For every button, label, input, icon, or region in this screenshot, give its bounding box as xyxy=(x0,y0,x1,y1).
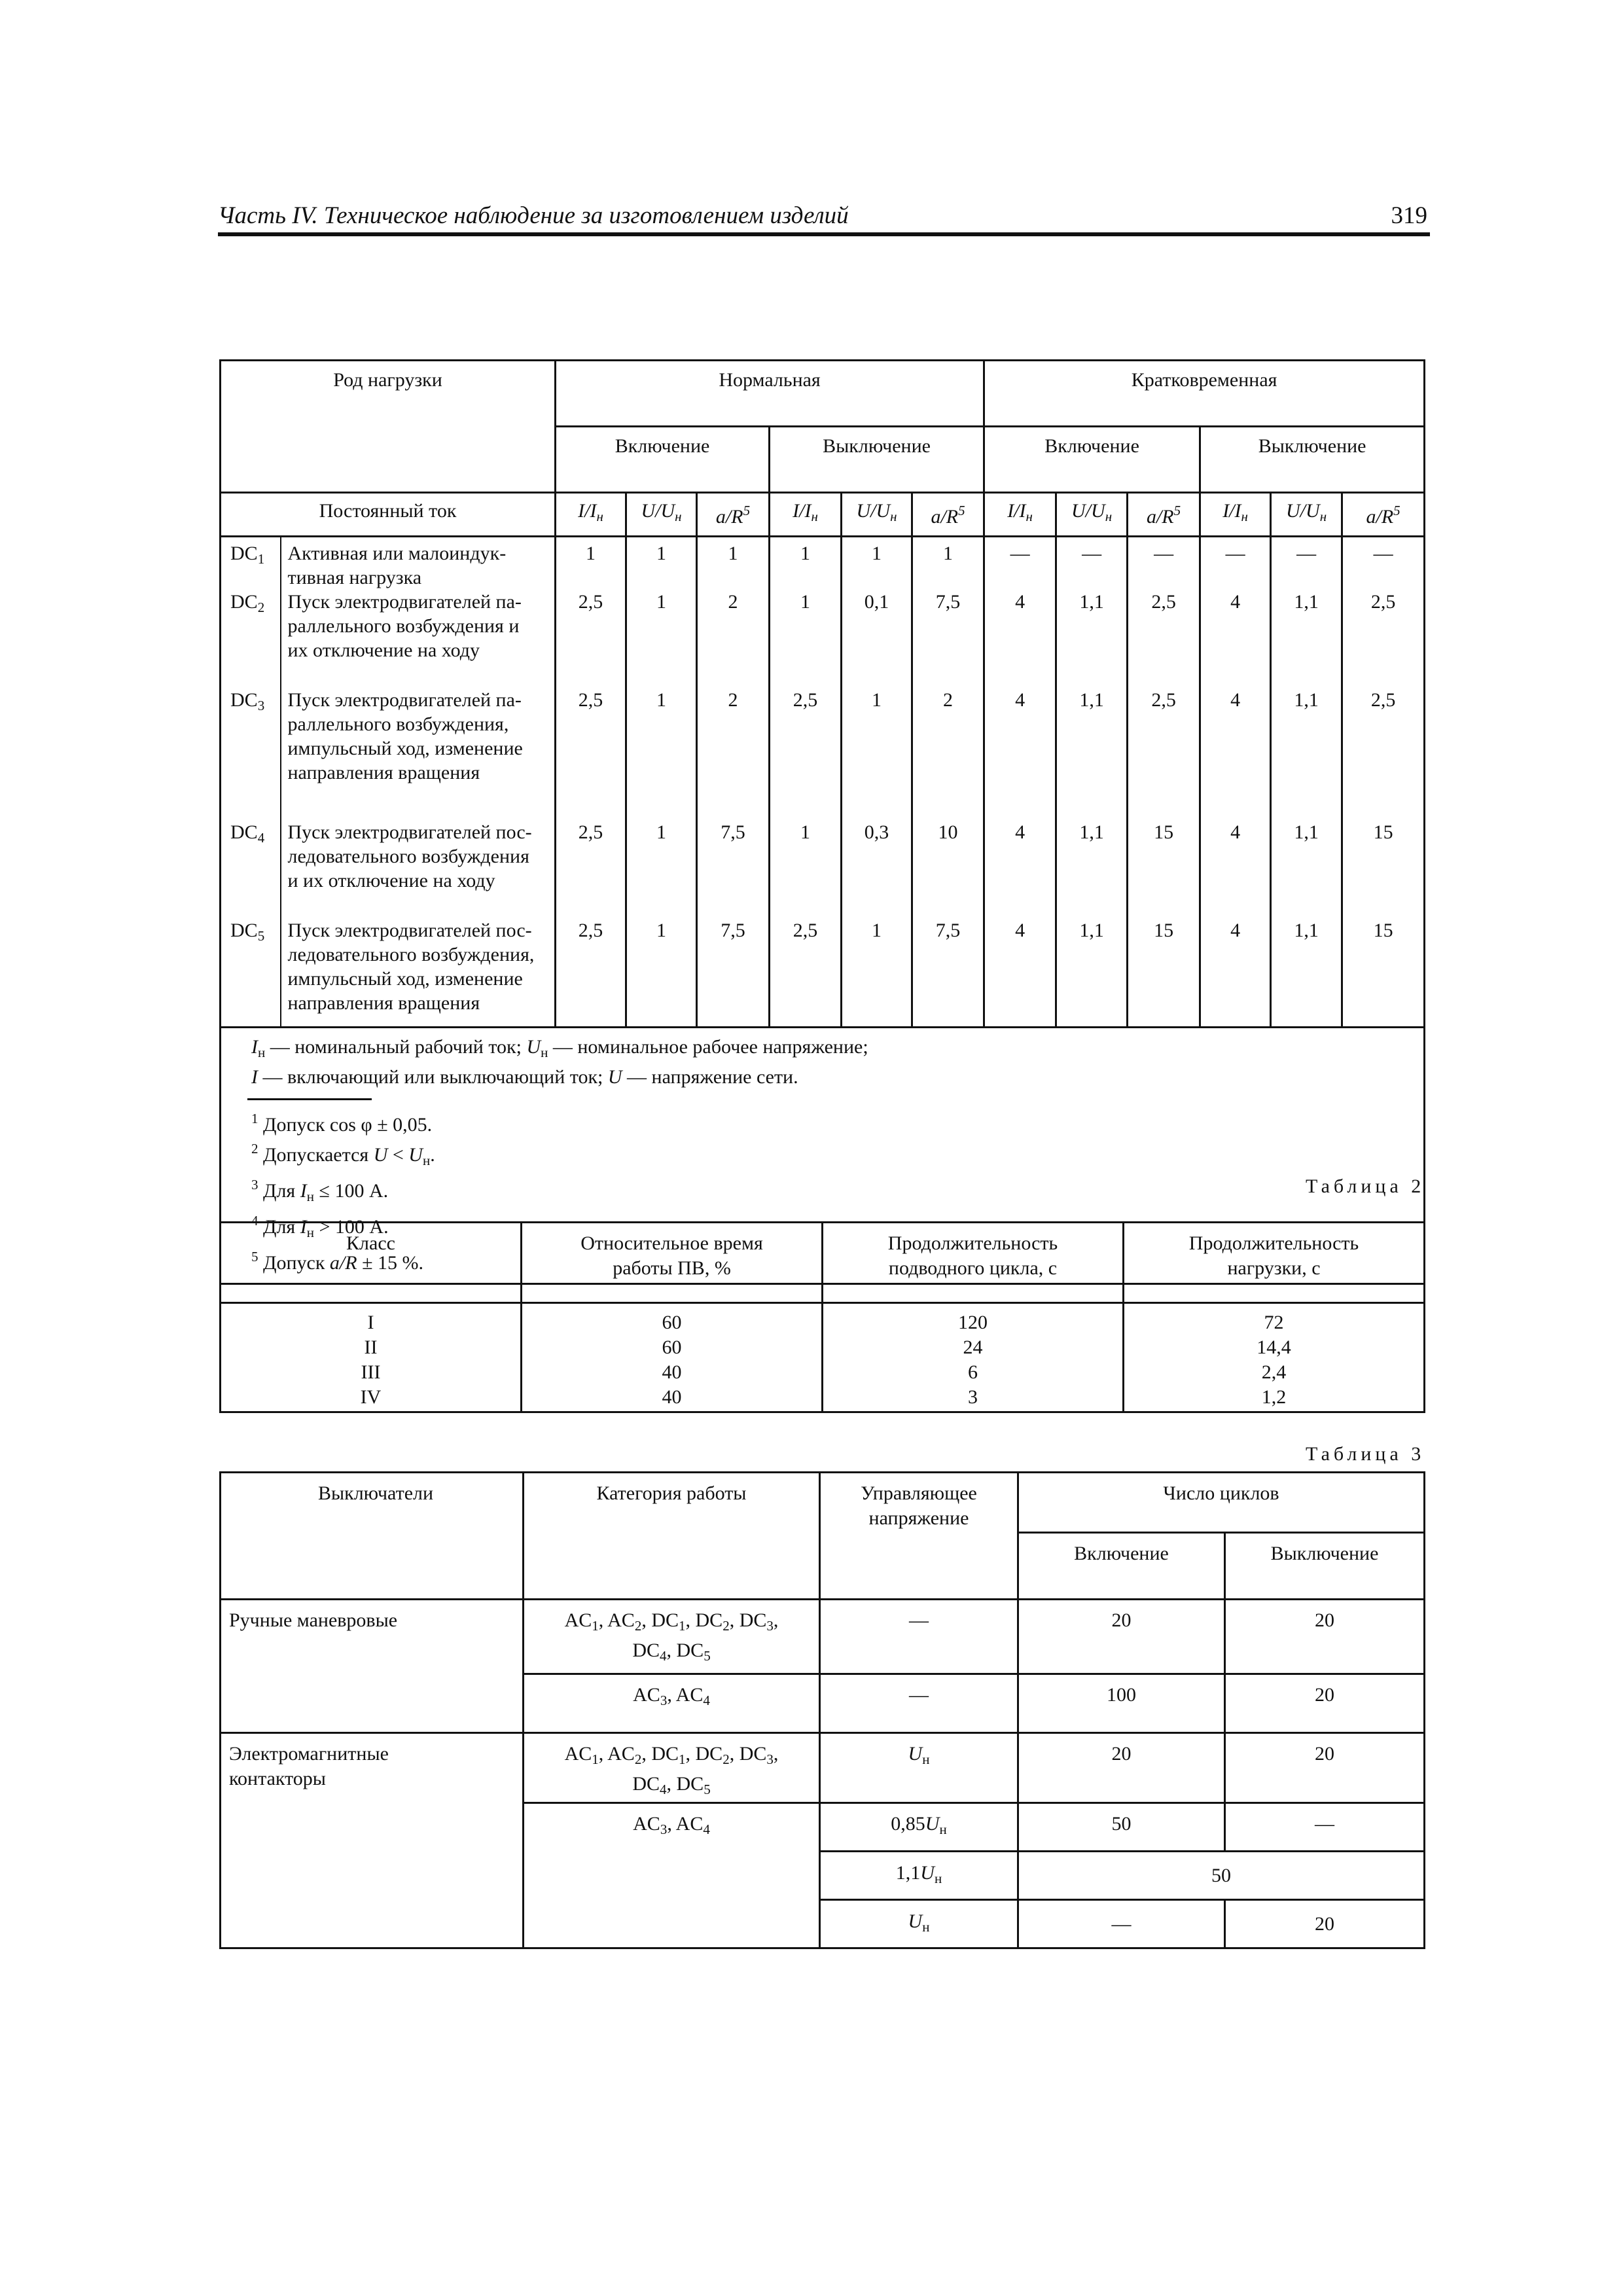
value-cell: 1 xyxy=(626,688,697,820)
header-normal: Нормальная xyxy=(556,361,984,427)
header-direct-current: Постоянный ток xyxy=(221,493,556,537)
header-load-type: Род нагрузки xyxy=(221,361,556,493)
load-code: $DC_5$ xyxy=(221,918,281,1027)
value-cell: 1 xyxy=(556,537,626,590)
cycles-merged-cell: 50 xyxy=(1018,1852,1425,1900)
value-cell: 1 xyxy=(626,537,697,590)
value-cell: 15 xyxy=(1342,918,1425,1027)
load-row xyxy=(221,537,1425,590)
value-cell: — xyxy=(984,537,1056,590)
value-cell: 2 xyxy=(697,688,770,820)
value-cell: 2,5 xyxy=(556,820,626,918)
value-cell: 2 xyxy=(912,688,984,820)
value-cell: 2,5 xyxy=(1128,590,1200,688)
switching-cycles-table xyxy=(219,1471,1425,1949)
table2-cell: III xyxy=(221,1360,522,1385)
value-cell: 1,1 xyxy=(1056,590,1128,688)
header-cycles-on: Включение xyxy=(1018,1533,1225,1600)
symbol-a-r: $a/R^5$ xyxy=(1342,493,1425,537)
cycles-on-cell: 50 xyxy=(1018,1803,1225,1852)
cycles-off-cell: — xyxy=(1225,1803,1425,1852)
value-cell: 2,5 xyxy=(770,688,842,820)
value-cell: 1,1 xyxy=(1271,820,1342,918)
value-cell: 1 xyxy=(842,918,912,1027)
value-cell: — xyxy=(1342,537,1425,590)
header-short-on: Включение xyxy=(984,427,1200,493)
footnote-5: $^5$ Допуск a/R ± 15 %. xyxy=(251,1248,424,1274)
legend-line-1: $I_н$ — номинальный рабочий ток; $U_н$ — номинальное рабочее напряжение; xyxy=(251,1035,868,1060)
table2-cell: 60 xyxy=(522,1335,823,1360)
value-cell: 1 xyxy=(770,537,842,590)
table2-cell: I xyxy=(221,1303,522,1336)
footnote-4: $^4$ Для $I_н > 100$ А. xyxy=(251,1212,389,1240)
header-category: Категория работы xyxy=(524,1473,820,1600)
table2-header-cell: Относительное время работы ПВ, % xyxy=(522,1223,823,1303)
row-electromagnetic-contactors: Электромагнитные контакторы xyxy=(221,1733,524,1948)
value-cell: 1,1 xyxy=(1271,688,1342,820)
cycles-off-cell: 20 xyxy=(1225,1733,1425,1803)
symbol-voltage-ratio: $U/U_н$ xyxy=(842,493,912,537)
value-cell: 2,5 xyxy=(1128,688,1200,820)
header-short-term: Кратковременная xyxy=(984,361,1425,427)
table2-cell: 2,4 xyxy=(1124,1360,1425,1385)
value-cell: 7,5 xyxy=(697,918,770,1027)
value-cell: 1 xyxy=(626,820,697,918)
table2-cell: 60 xyxy=(522,1303,823,1336)
value-cell: 4 xyxy=(1200,590,1271,688)
value-cell: 7,5 xyxy=(912,918,984,1027)
value-cell: 1 xyxy=(912,537,984,590)
load-description: Пуск электродвигателей па- раллельного возбуждения и их отключение на ходу xyxy=(281,590,556,688)
running-header xyxy=(218,198,1430,234)
footnote-rule xyxy=(247,1098,372,1100)
table2-cell: 40 xyxy=(522,1360,823,1385)
value-cell: 15 xyxy=(1128,918,1200,1027)
load-description: Пуск электродвигателей пос- ледовательного возбуждения, импульсный ход, изменение направления вращения xyxy=(281,918,556,1027)
category-cell: $AC_1$, $AC_2$, $DC_1$, $DC_2$, $DC_3$, $DC_4$, $DC_5$ xyxy=(524,1600,820,1674)
cycles-off-cell: 20 xyxy=(1225,1900,1425,1948)
value-cell: — xyxy=(1056,537,1128,590)
value-cell: 4 xyxy=(984,688,1056,820)
value-cell: 7,5 xyxy=(912,590,984,688)
cycles-on-cell: 20 xyxy=(1018,1600,1225,1674)
footnote-3: $^3$ Для $I_н \le 100$ А. xyxy=(251,1176,389,1204)
duty-class-table xyxy=(219,1221,1425,1413)
legend-line-2: I — включающий или выключающий ток; U — напряжение сети. xyxy=(251,1066,798,1088)
load-row xyxy=(221,820,1425,918)
value-cell: 2,5 xyxy=(1342,688,1425,820)
voltage-cell: $0,85U_н$ xyxy=(820,1803,1018,1852)
symbol-voltage-ratio: $U/U_н$ xyxy=(1271,493,1342,537)
cycles-on-cell: — xyxy=(1018,1900,1225,1948)
value-cell: 1 xyxy=(770,820,842,918)
table2-cell: 120 xyxy=(823,1303,1124,1336)
table2-header-cell: Продолжительность нагрузки, с xyxy=(1124,1223,1425,1303)
value-cell: 7,5 xyxy=(697,820,770,918)
category-cell: $AC_3$, $AC_4$ xyxy=(524,1803,820,1948)
value-cell: 1 xyxy=(770,590,842,688)
cycles-on-cell: 20 xyxy=(1018,1733,1225,1803)
value-cell: 4 xyxy=(984,918,1056,1027)
symbol-current-ratio: $I/I_н$ xyxy=(556,493,626,537)
value-cell: 1,1 xyxy=(1271,918,1342,1027)
page-number: 319 xyxy=(1391,202,1427,229)
symbol-a-r: $a/R^5$ xyxy=(1128,493,1200,537)
load-row xyxy=(221,918,1425,1027)
header-cycle-count: Число циклов xyxy=(1018,1473,1425,1533)
value-cell: 1 xyxy=(842,537,912,590)
load-description: Пуск электродвигателей па- раллельного возбуждения, импульсный ход, изменение направления вращения xyxy=(281,688,556,820)
value-cell: 4 xyxy=(1200,820,1271,918)
table2-cell: 24 xyxy=(823,1335,1124,1360)
voltage-cell: — xyxy=(820,1674,1018,1733)
header-normal-off: Выключение xyxy=(770,427,984,493)
table2-cell: 40 xyxy=(522,1385,823,1412)
value-cell: 4 xyxy=(984,820,1056,918)
value-cell: 4 xyxy=(984,590,1056,688)
table2-cell: 14,4 xyxy=(1124,1335,1425,1360)
voltage-cell: $U_н$ xyxy=(820,1900,1018,1948)
symbol-a-r: $a/R^5$ xyxy=(912,493,984,537)
table2-cell: 72 xyxy=(1124,1303,1425,1336)
load-row xyxy=(221,688,1425,820)
table2-cell: II xyxy=(221,1335,522,1360)
table2-cell: 1,2 xyxy=(1124,1385,1425,1412)
value-cell: 2,5 xyxy=(1342,590,1425,688)
value-cell: 1,1 xyxy=(1056,688,1128,820)
cycles-off-cell: 20 xyxy=(1225,1600,1425,1674)
value-cell: 4 xyxy=(1200,688,1271,820)
value-cell: 1,1 xyxy=(1271,590,1342,688)
header-normal-on: Включение xyxy=(556,427,770,493)
table2-cell: IV xyxy=(221,1385,522,1412)
header-control-voltage: Управляющее напряжение xyxy=(820,1473,1018,1600)
symbol-voltage-ratio: $U/U_н$ xyxy=(1056,493,1128,537)
header-cycles-off: Выключение xyxy=(1225,1533,1425,1600)
load-code: $DC_4$ xyxy=(221,820,281,918)
category-cell: $AC_1$, $AC_2$, $DC_1$, $DC_2$, $DC_3$, $DC_4$, $DC_5$ xyxy=(524,1733,820,1803)
symbol-current-ratio: $I/I_н$ xyxy=(984,493,1056,537)
load-row xyxy=(221,590,1425,688)
value-cell: 0,3 xyxy=(842,820,912,918)
value-cell: 15 xyxy=(1128,820,1200,918)
table2-cell: 3 xyxy=(823,1385,1124,1412)
value-cell: 0,1 xyxy=(842,590,912,688)
row-manual-switches: Ручные маневровые xyxy=(221,1600,524,1733)
voltage-cell: $1,1U_н$ xyxy=(820,1852,1018,1900)
symbol-current-ratio: $I/I_н$ xyxy=(770,493,842,537)
value-cell: 15 xyxy=(1342,820,1425,918)
load-description: Активная или малоиндук- тивная нагрузка xyxy=(281,537,556,590)
value-cell: 2 xyxy=(697,590,770,688)
load-code: $DC_2$ xyxy=(221,590,281,688)
page-title: Часть IV. Техническое наблюдение за изготовлением изделий xyxy=(218,202,849,229)
header-switches: Выключатели xyxy=(221,1473,524,1600)
value-cell: — xyxy=(1200,537,1271,590)
voltage-cell: — xyxy=(820,1600,1018,1674)
footnote-2: $^2$ Допускается $U < U_н$. xyxy=(251,1140,435,1168)
value-cell: 1 xyxy=(626,590,697,688)
header-short-off: Выключение xyxy=(1200,427,1425,493)
table2-header-cell: Класс xyxy=(221,1223,522,1303)
table2-header-row xyxy=(221,1223,1425,1303)
value-cell: — xyxy=(1271,537,1342,590)
cycles-on-cell: 100 xyxy=(1018,1674,1225,1733)
load-code: $DC_3$ xyxy=(221,688,281,820)
header-rule xyxy=(218,232,1430,236)
table2-row xyxy=(221,1303,1425,1336)
value-cell: 1,1 xyxy=(1056,820,1128,918)
category-cell: $AC_3$, $AC_4$ xyxy=(524,1674,820,1733)
value-cell: 1 xyxy=(842,688,912,820)
value-cell: 2,5 xyxy=(556,688,626,820)
value-cell: 2,5 xyxy=(556,918,626,1027)
load-code: $DC_1$ xyxy=(221,537,281,590)
symbol-a-r: $a/R^5$ xyxy=(697,493,770,537)
value-cell: 1 xyxy=(697,537,770,590)
load-description: Пуск электродвигателей пос- ледовательного возбуждения и их отключение на ходу xyxy=(281,820,556,918)
load-category-table xyxy=(219,359,1425,1285)
value-cell: 10 xyxy=(912,820,984,918)
symbol-current-ratio: $I/I_н$ xyxy=(1200,493,1271,537)
value-cell: 1,1 xyxy=(1056,918,1128,1027)
value-cell: 2,5 xyxy=(556,590,626,688)
table3-caption: Таблица 3 xyxy=(1306,1443,1425,1465)
table2-row xyxy=(221,1385,1425,1412)
value-cell: — xyxy=(1128,537,1200,590)
value-cell: 1 xyxy=(626,918,697,1027)
voltage-cell: $U_н$ xyxy=(820,1733,1018,1803)
table2-row xyxy=(221,1360,1425,1385)
table2-header-cell: Продолжительность подводного цикла, с xyxy=(823,1223,1124,1303)
value-cell: 2,5 xyxy=(770,918,842,1027)
table2-cell: 6 xyxy=(823,1360,1124,1385)
table2-row xyxy=(221,1335,1425,1360)
table1-body xyxy=(221,537,1425,1028)
table2-caption: Таблица 2 xyxy=(1306,1175,1425,1197)
value-cell: 4 xyxy=(1200,918,1271,1027)
symbol-voltage-ratio: $U/U_н$ xyxy=(626,493,697,537)
cycles-off-cell: 20 xyxy=(1225,1674,1425,1733)
footnote-1: $^1$ Допуск cos φ ± 0,05. xyxy=(251,1110,433,1136)
